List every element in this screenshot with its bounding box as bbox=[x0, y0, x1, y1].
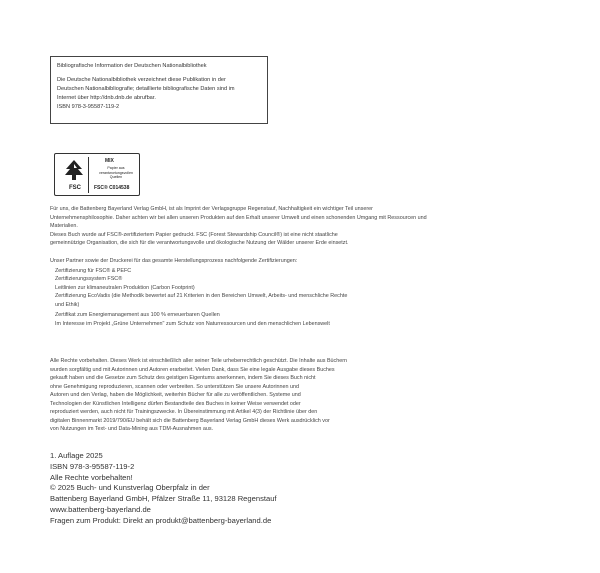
fsc-tree-icon bbox=[59, 157, 89, 193]
bibliographic-isbn: ISBN 978-3-95587-119-2 bbox=[57, 104, 120, 110]
text-line: Materialien. bbox=[50, 223, 78, 229]
list-item: Leitlinien zur klimaneutralen Produktion (Carbon Footprint) bbox=[55, 284, 195, 291]
publisher-website[interactable]: www.battenberg-bayerland.de bbox=[50, 504, 151, 514]
fsc-mix-subtitle: Papier aus verantwortungsvollen Quellen bbox=[99, 166, 133, 179]
fsc-mix-label: MIX bbox=[105, 158, 114, 164]
text-line: Alle Rechte vorbehalten. Dieses Werk ist einschließlich aller seiner Teile urheberrechtlich geschützt. Die Inhalte aus Büchern bbox=[50, 358, 348, 364]
text-line: wurden sorgfältig und mit Autorinnen und Autoren erarbeitet. Vielen Dank, dass Sie eine legale Ausgabe dieses Buches bbox=[50, 366, 335, 373]
publisher-address: Battenberg Bayerland GmbH, Pfälzer Straße 11, 93128 Regenstauf bbox=[50, 494, 277, 504]
fsc-brand: FSC bbox=[69, 185, 81, 191]
certification-intro: Unser Partner sowie der Druckerei für das gesamte Herstellungsprozess nachfolgende Zertifizierungen: bbox=[50, 258, 298, 264]
product-contact[interactable]: Fragen zum Produkt: Direkt an produkt@battenberg-bayerland.de bbox=[50, 515, 272, 525]
text-line: digitalen Binnenmarkt 2019/790/EU behält sich die Battenberg Bayerland Verlag GmbH dieses Werk ausdrücklich vor bbox=[50, 417, 330, 424]
text-line: ohne Genehmigung reproduzieren, scannen oder verbreiten. So unterstützen Sie unsere Autorinnen und bbox=[50, 383, 300, 390]
list-item: Zertifikat zum Energiemanagement aus 100 % erneuerbaren Quellen bbox=[55, 312, 220, 318]
fsc-logo bbox=[54, 153, 140, 196]
rights-notice bbox=[50, 357, 380, 434]
bibliographic-line: Deutschen Nationalbibliografie; detaillierte bibliografische Daten sind im bbox=[57, 86, 235, 92]
text-line: Für uns, die Battenberg Bayerland Verlag GmbH, ist als Imprint der Verlagsgruppe Regenstauf, Nachhaltigkeit ein wichtiger Teil unserer bbox=[50, 206, 373, 212]
bibliographic-title: Bibliografische Information der Deutschen Nationalbibliothek bbox=[57, 63, 207, 69]
list-item: Im Interesse im Projekt „Grüne Unternehmen" zum Schutz von Naturressourcen und den menschlichen Lebenswelt bbox=[55, 320, 330, 327]
bibliographic-line: Die Deutsche Nationalbibliothek verzeichnet diese Publikation in der bbox=[57, 77, 226, 83]
list-item: Zertifizierung EcoVadis (die Methodik bewertet auf 21 Kriterien in den Bereichen Umwelt, Arbeits- und menschliche Rechte bbox=[55, 293, 348, 299]
certification-list bbox=[50, 257, 555, 328]
text-line: Autoren und den Verlag, haben die Möglichkeit, weiterhin Bücher für alle zu veröffentlichen. Systeme und bbox=[50, 392, 301, 398]
imprint-block bbox=[50, 451, 350, 527]
list-item: Zertifizierung für FSC® & PEFC bbox=[55, 267, 132, 274]
sustainability-text bbox=[50, 205, 555, 248]
edition: 1. Auflage 2025 bbox=[50, 451, 103, 460]
text-line: Dieses Buch wurde auf FSC®-zertifiziertem Papier gedruckt. FSC (Forest Stewardship Council®) ist eine nicht staatliche bbox=[50, 231, 338, 238]
copyright-line: © 2025 Buch- und Kunstverlag Oberpfalz in der bbox=[50, 483, 210, 493]
fsc-code: FSC® C014538 bbox=[94, 185, 130, 191]
list-item: und Ethik) bbox=[55, 301, 80, 308]
text-line: gekauft haben und die Gesetze zum Schutz des geistigen Eigentums anerkennen, indem Sie dieses Buch nicht bbox=[50, 375, 316, 381]
bibliographic-line: Internet über http://dnb.dnb.de abrufbar. bbox=[57, 95, 156, 101]
isbn: ISBN 978-3-95587-119-2 bbox=[50, 461, 135, 471]
text-line: von Nutzungen im Text- und Data-Mining aus TDM-Ausnahmen aus. bbox=[50, 426, 214, 432]
text-line: Unternehmensphilosophie. Daher achten wir bei allen unseren Produkten auf den Erhalt unserer Umwelt und einen schonenden Umgang mit Ressourcen und bbox=[50, 214, 427, 221]
text-line: gemeinnützige Organisation, die sich für die verantwortungsvolle und ökologische Nutzung der Wälder unserer Erde einsetzt. bbox=[50, 240, 349, 246]
text-line: reproduziert werden, auch nicht für Trainingszwecke. In Übereinstimmung mit Artikel 4(3) der Richtlinie über den bbox=[50, 409, 318, 415]
list-item: Zertifizierungssystem FSC® bbox=[55, 276, 123, 282]
bibliographic-info-box bbox=[50, 56, 268, 124]
rights-reserved: Alle Rechte vorbehalten! bbox=[50, 472, 133, 482]
text-line: Technologien der Künstlichen Intelligenz dürfen Bestandteile des Buches in keiner Weise verwendet oder bbox=[50, 400, 301, 407]
